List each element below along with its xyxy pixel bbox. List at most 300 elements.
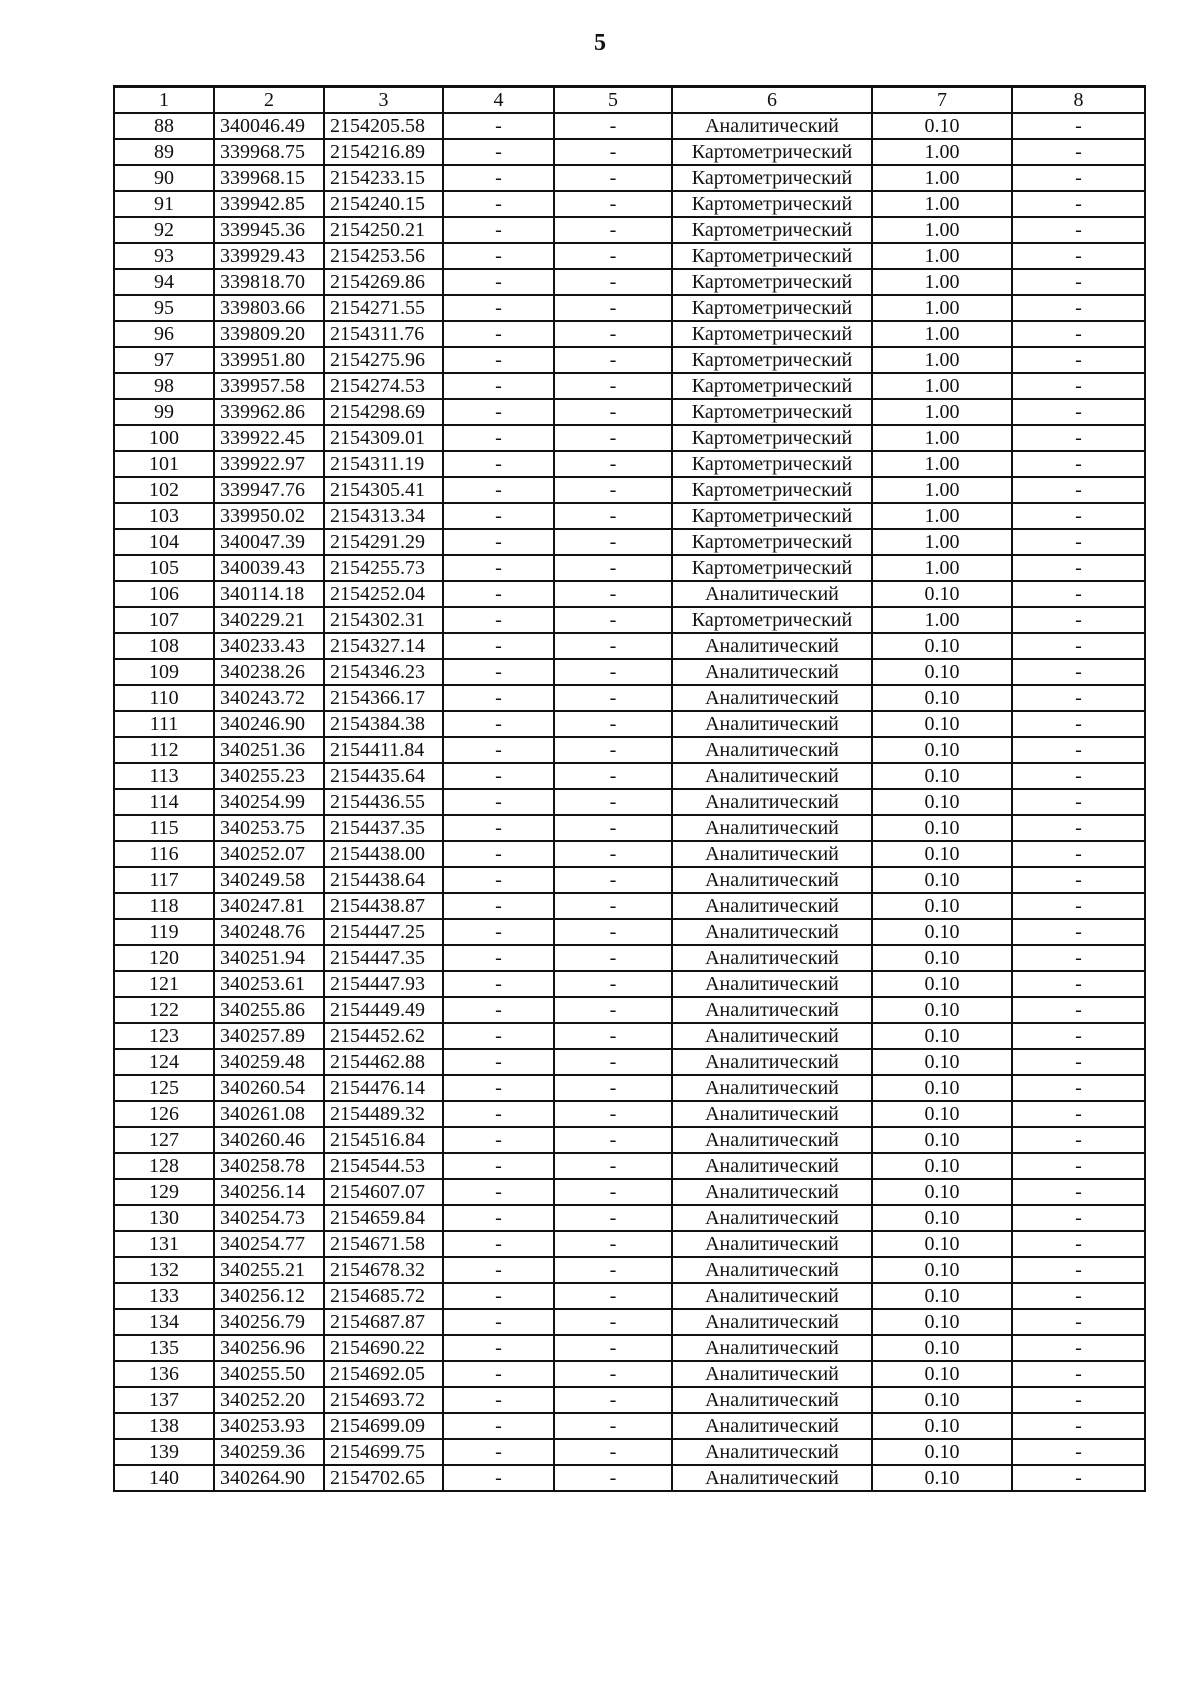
y-coordinate-cell: 2154671.58 [324,1231,443,1257]
y-coordinate-cell: 2154275.96 [324,347,443,373]
point-number-cell: 103 [114,503,214,529]
column-4-value-cell: - [443,919,554,945]
method-cell: Картометрический [672,139,872,165]
column-8-value-cell: - [1012,1179,1145,1205]
accuracy-cell: 0.10 [872,841,1012,867]
column-5-value-cell: - [554,347,672,373]
column-5-value-cell: - [554,1023,672,1049]
column-4-value-cell: - [443,399,554,425]
table-row [114,997,1145,1023]
accuracy-cell: 0.10 [872,763,1012,789]
column-8-value-cell: - [1012,269,1145,295]
method-cell: Картометрический [672,477,872,503]
table-row [114,1465,1145,1491]
column-4-value-cell: - [443,737,554,763]
point-number-cell: 131 [114,1231,214,1257]
x-coordinate-cell: 340255.50 [214,1361,324,1387]
point-number-cell: 114 [114,789,214,815]
x-coordinate-cell: 340256.12 [214,1283,324,1309]
x-coordinate-cell: 339803.66 [214,295,324,321]
column-8-value-cell: - [1012,737,1145,763]
x-coordinate-cell: 340255.86 [214,997,324,1023]
column-4-value-cell: - [443,1465,554,1491]
column-8-value-cell: - [1012,789,1145,815]
accuracy-cell: 0.10 [872,1283,1012,1309]
y-coordinate-cell: 2154687.87 [324,1309,443,1335]
column-5-value-cell: - [554,191,672,217]
method-cell: Аналитический [672,1283,872,1309]
column-8-value-cell: - [1012,1075,1145,1101]
y-coordinate-cell: 2154305.41 [324,477,443,503]
column-5-value-cell: - [554,243,672,269]
x-coordinate-cell: 340256.14 [214,1179,324,1205]
method-cell: Аналитический [672,1231,872,1257]
y-coordinate-cell: 2154438.00 [324,841,443,867]
column-4-value-cell: - [443,1231,554,1257]
method-cell: Аналитический [672,893,872,919]
accuracy-cell: 0.10 [872,1387,1012,1413]
y-coordinate-cell: 2154702.65 [324,1465,443,1491]
point-number-cell: 126 [114,1101,214,1127]
x-coordinate-cell: 340246.90 [214,711,324,737]
column-8-value-cell: - [1012,945,1145,971]
column-5-value-cell: - [554,815,672,841]
method-cell: Картометрический [672,165,872,191]
x-coordinate-cell: 340251.36 [214,737,324,763]
y-coordinate-cell: 2154438.64 [324,867,443,893]
method-cell: Аналитический [672,1335,872,1361]
accuracy-cell: 0.10 [872,1023,1012,1049]
column-5-value-cell: - [554,373,672,399]
method-cell: Аналитический [672,1075,872,1101]
column-5-value-cell: - [554,165,672,191]
accuracy-cell: 0.10 [872,1439,1012,1465]
x-coordinate-cell: 340243.72 [214,685,324,711]
column-8-value-cell: - [1012,191,1145,217]
column-4-value-cell: - [443,347,554,373]
column-4-value-cell: - [443,1205,554,1231]
column-5-value-cell: - [554,1309,672,1335]
column-8-value-cell: - [1012,1205,1145,1231]
method-cell: Аналитический [672,1179,872,1205]
method-cell: Аналитический [672,763,872,789]
point-number-cell: 133 [114,1283,214,1309]
point-number-cell: 130 [114,1205,214,1231]
y-coordinate-cell: 2154699.09 [324,1413,443,1439]
y-coordinate-cell: 2154216.89 [324,139,443,165]
accuracy-cell: 0.10 [872,1465,1012,1491]
column-8-value-cell: - [1012,893,1145,919]
x-coordinate-cell: 340114.18 [214,581,324,607]
column-8-value-cell: - [1012,321,1145,347]
x-coordinate-cell: 340233.43 [214,633,324,659]
column-5-value-cell: - [554,1205,672,1231]
point-number-cell: 136 [114,1361,214,1387]
x-coordinate-cell: 339922.97 [214,451,324,477]
point-number-cell: 106 [114,581,214,607]
column-5-value-cell: - [554,555,672,581]
accuracy-cell: 1.00 [872,529,1012,555]
y-coordinate-cell: 2154699.75 [324,1439,443,1465]
column-5-value-cell: - [554,1361,672,1387]
column-8-value-cell: - [1012,1023,1145,1049]
accuracy-cell: 0.10 [872,737,1012,763]
column-4-value-cell: - [443,1309,554,1335]
table-row [114,581,1145,607]
column-header-1: 1 [114,87,214,114]
method-cell: Картометрический [672,269,872,295]
table-row [114,815,1145,841]
column-4-value-cell: - [443,1127,554,1153]
y-coordinate-cell: 2154327.14 [324,633,443,659]
table-row [114,1023,1145,1049]
accuracy-cell: 0.10 [872,113,1012,139]
table-row [114,1309,1145,1335]
accuracy-cell: 0.10 [872,893,1012,919]
table-row [114,841,1145,867]
column-5-value-cell: - [554,1231,672,1257]
method-cell: Картометрический [672,243,872,269]
accuracy-cell: 0.10 [872,1101,1012,1127]
point-number-cell: 112 [114,737,214,763]
table-row [114,1101,1145,1127]
y-coordinate-cell: 2154516.84 [324,1127,443,1153]
column-5-value-cell: - [554,841,672,867]
x-coordinate-cell: 340251.94 [214,945,324,971]
y-coordinate-cell: 2154544.53 [324,1153,443,1179]
table-row [114,1205,1145,1231]
column-4-value-cell: - [443,451,554,477]
column-4-value-cell: - [443,1153,554,1179]
column-8-value-cell: - [1012,1283,1145,1309]
column-8-value-cell: - [1012,1049,1145,1075]
table-row [114,217,1145,243]
column-8-value-cell: - [1012,1387,1145,1413]
column-8-value-cell: - [1012,1127,1145,1153]
y-coordinate-cell: 2154678.32 [324,1257,443,1283]
x-coordinate-cell: 340039.43 [214,555,324,581]
x-coordinate-cell: 340247.81 [214,893,324,919]
column-4-value-cell: - [443,581,554,607]
y-coordinate-cell: 2154309.01 [324,425,443,451]
point-number-cell: 129 [114,1179,214,1205]
column-5-value-cell: - [554,711,672,737]
column-4-value-cell: - [443,815,554,841]
table-row [114,1387,1145,1413]
column-8-value-cell: - [1012,295,1145,321]
point-number-cell: 122 [114,997,214,1023]
x-coordinate-cell: 340238.26 [214,659,324,685]
x-coordinate-cell: 340261.08 [214,1101,324,1127]
table-row [114,1231,1145,1257]
column-4-value-cell: - [443,1283,554,1309]
table-row [114,1413,1145,1439]
y-coordinate-cell: 2154291.29 [324,529,443,555]
table-row [114,1361,1145,1387]
method-cell: Картометрический [672,529,872,555]
column-5-value-cell: - [554,1127,672,1153]
column-5-value-cell: - [554,633,672,659]
accuracy-cell: 1.00 [872,399,1012,425]
y-coordinate-cell: 2154252.04 [324,581,443,607]
x-coordinate-cell: 339818.70 [214,269,324,295]
accuracy-cell: 0.10 [872,1049,1012,1075]
table-row [114,1075,1145,1101]
column-4-value-cell: - [443,633,554,659]
y-coordinate-cell: 2154302.31 [324,607,443,633]
accuracy-cell: 0.10 [872,971,1012,997]
accuracy-cell: 0.10 [872,1075,1012,1101]
x-coordinate-cell: 340258.78 [214,1153,324,1179]
point-number-cell: 92 [114,217,214,243]
column-5-value-cell: - [554,1101,672,1127]
point-number-cell: 134 [114,1309,214,1335]
column-4-value-cell: - [443,841,554,867]
x-coordinate-cell: 340248.76 [214,919,324,945]
x-coordinate-cell: 339968.15 [214,165,324,191]
table-row [114,425,1145,451]
x-coordinate-cell: 340256.96 [214,1335,324,1361]
accuracy-cell: 1.00 [872,373,1012,399]
column-4-value-cell: - [443,893,554,919]
point-number-cell: 101 [114,451,214,477]
method-cell: Аналитический [672,685,872,711]
column-header-4: 4 [443,87,554,114]
method-cell: Аналитический [672,113,872,139]
table-row [114,503,1145,529]
method-cell: Аналитический [672,815,872,841]
column-8-value-cell: - [1012,503,1145,529]
accuracy-cell: 1.00 [872,451,1012,477]
point-number-cell: 140 [114,1465,214,1491]
y-coordinate-cell: 2154269.86 [324,269,443,295]
x-coordinate-cell: 340047.39 [214,529,324,555]
column-5-value-cell: - [554,997,672,1023]
table-row [114,165,1145,191]
column-4-value-cell: - [443,1101,554,1127]
column-5-value-cell: - [554,1257,672,1283]
accuracy-cell: 0.10 [872,789,1012,815]
point-number-cell: 124 [114,1049,214,1075]
y-coordinate-cell: 2154438.87 [324,893,443,919]
point-number-cell: 107 [114,607,214,633]
method-cell: Картометрический [672,373,872,399]
column-4-value-cell: - [443,685,554,711]
table-row [114,685,1145,711]
method-cell: Аналитический [672,1465,872,1491]
column-5-value-cell: - [554,529,672,555]
column-8-value-cell: - [1012,763,1145,789]
column-8-value-cell: - [1012,1335,1145,1361]
column-4-value-cell: - [443,1179,554,1205]
column-8-value-cell: - [1012,113,1145,139]
y-coordinate-cell: 2154447.35 [324,945,443,971]
accuracy-cell: 0.10 [872,867,1012,893]
point-number-cell: 95 [114,295,214,321]
accuracy-cell: 0.10 [872,919,1012,945]
x-coordinate-cell: 340253.75 [214,815,324,841]
y-coordinate-cell: 2154692.05 [324,1361,443,1387]
y-coordinate-cell: 2154436.55 [324,789,443,815]
column-4-value-cell: - [443,529,554,555]
column-5-value-cell: - [554,425,672,451]
y-coordinate-cell: 2154447.93 [324,971,443,997]
accuracy-cell: 1.00 [872,191,1012,217]
y-coordinate-cell: 2154298.69 [324,399,443,425]
column-5-value-cell: - [554,581,672,607]
y-coordinate-cell: 2154205.58 [324,113,443,139]
y-coordinate-cell: 2154693.72 [324,1387,443,1413]
column-5-value-cell: - [554,113,672,139]
accuracy-cell: 0.10 [872,1361,1012,1387]
column-8-value-cell: - [1012,165,1145,191]
y-coordinate-cell: 2154255.73 [324,555,443,581]
column-8-value-cell: - [1012,633,1145,659]
table-row [114,1127,1145,1153]
column-4-value-cell: - [443,1335,554,1361]
method-cell: Аналитический [672,737,872,763]
column-4-value-cell: - [443,165,554,191]
method-cell: Аналитический [672,919,872,945]
column-8-value-cell: - [1012,1439,1145,1465]
x-coordinate-cell: 340253.61 [214,971,324,997]
accuracy-cell: 1.00 [872,425,1012,451]
accuracy-cell: 0.10 [872,1309,1012,1335]
column-8-value-cell: - [1012,425,1145,451]
y-coordinate-cell: 2154274.53 [324,373,443,399]
column-4-value-cell: - [443,1023,554,1049]
x-coordinate-cell: 340229.21 [214,607,324,633]
column-header-3: 3 [324,87,443,114]
x-coordinate-cell: 340255.23 [214,763,324,789]
column-4-value-cell: - [443,867,554,893]
accuracy-cell: 0.10 [872,1205,1012,1231]
y-coordinate-cell: 2154411.84 [324,737,443,763]
column-5-value-cell: - [554,893,672,919]
point-number-cell: 93 [114,243,214,269]
x-coordinate-cell: 339951.80 [214,347,324,373]
y-coordinate-cell: 2154271.55 [324,295,443,321]
y-coordinate-cell: 2154313.34 [324,503,443,529]
column-5-value-cell: - [554,1335,672,1361]
point-number-cell: 125 [114,1075,214,1101]
accuracy-cell: 0.10 [872,685,1012,711]
y-coordinate-cell: 2154449.49 [324,997,443,1023]
column-8-value-cell: - [1012,347,1145,373]
accuracy-cell: 0.10 [872,1179,1012,1205]
table-row [114,763,1145,789]
y-coordinate-cell: 2154311.19 [324,451,443,477]
column-8-value-cell: - [1012,243,1145,269]
x-coordinate-cell: 339947.76 [214,477,324,503]
x-coordinate-cell: 339945.36 [214,217,324,243]
x-coordinate-cell: 340253.93 [214,1413,324,1439]
column-5-value-cell: - [554,1439,672,1465]
table-row [114,971,1145,997]
column-8-value-cell: - [1012,867,1145,893]
x-coordinate-cell: 340259.48 [214,1049,324,1075]
column-8-value-cell: - [1012,581,1145,607]
point-number-cell: 102 [114,477,214,503]
method-cell: Аналитический [672,1413,872,1439]
point-number-cell: 100 [114,425,214,451]
point-number-cell: 138 [114,1413,214,1439]
table-row [114,451,1145,477]
column-5-value-cell: - [554,867,672,893]
column-header-6: 6 [672,87,872,114]
table-row [114,711,1145,737]
column-8-value-cell: - [1012,217,1145,243]
x-coordinate-cell: 340260.54 [214,1075,324,1101]
point-number-cell: 132 [114,1257,214,1283]
method-cell: Картометрический [672,191,872,217]
column-4-value-cell: - [443,997,554,1023]
y-coordinate-cell: 2154476.14 [324,1075,443,1101]
column-8-value-cell: - [1012,1361,1145,1387]
point-number-cell: 118 [114,893,214,919]
method-cell: Картометрический [672,217,872,243]
accuracy-cell: 1.00 [872,269,1012,295]
y-coordinate-cell: 2154384.38 [324,711,443,737]
y-coordinate-cell: 2154685.72 [324,1283,443,1309]
point-number-cell: 119 [114,919,214,945]
x-coordinate-cell: 340257.89 [214,1023,324,1049]
method-cell: Аналитический [672,997,872,1023]
table-row [114,347,1145,373]
column-5-value-cell: - [554,477,672,503]
accuracy-cell: 1.00 [872,321,1012,347]
column-8-value-cell: - [1012,451,1145,477]
column-5-value-cell: - [554,919,672,945]
column-5-value-cell: - [554,1465,672,1491]
x-coordinate-cell: 340254.73 [214,1205,324,1231]
table-row [114,893,1145,919]
accuracy-cell: 1.00 [872,607,1012,633]
column-4-value-cell: - [443,711,554,737]
accuracy-cell: 0.10 [872,815,1012,841]
table-row [114,321,1145,347]
table-row [114,1283,1145,1309]
y-coordinate-cell: 2154233.15 [324,165,443,191]
column-4-value-cell: - [443,217,554,243]
column-8-value-cell: - [1012,399,1145,425]
table-row [114,867,1145,893]
method-cell: Картометрический [672,321,872,347]
point-number-cell: 109 [114,659,214,685]
table-row [114,919,1145,945]
table-row [114,139,1145,165]
method-cell: Аналитический [672,711,872,737]
method-cell: Аналитический [672,581,872,607]
method-cell: Картометрический [672,607,872,633]
column-8-value-cell: - [1012,139,1145,165]
method-cell: Аналитический [672,1387,872,1413]
column-8-value-cell: - [1012,607,1145,633]
accuracy-cell: 1.00 [872,139,1012,165]
point-number-cell: 115 [114,815,214,841]
accuracy-cell: 1.00 [872,165,1012,191]
table-row [114,113,1145,139]
y-coordinate-cell: 2154659.84 [324,1205,443,1231]
method-cell: Аналитический [672,633,872,659]
column-5-value-cell: - [554,1075,672,1101]
column-5-value-cell: - [554,451,672,477]
column-8-value-cell: - [1012,997,1145,1023]
column-header-2: 2 [214,87,324,114]
column-header-8: 8 [1012,87,1145,114]
method-cell: Картометрический [672,347,872,373]
column-4-value-cell: - [443,1413,554,1439]
